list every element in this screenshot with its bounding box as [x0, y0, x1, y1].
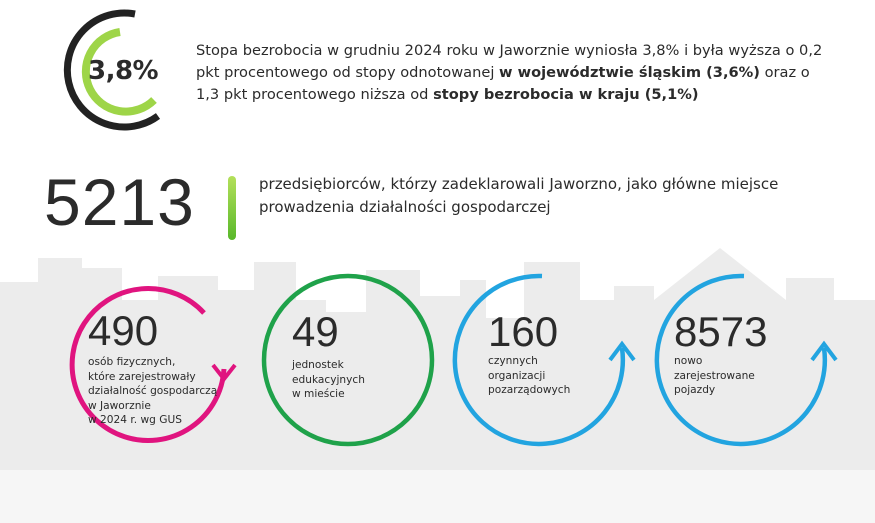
green-divider-bar [228, 176, 236, 240]
unemployment-rate-value: 3,8% [88, 56, 159, 86]
stat-description [488, 354, 618, 398]
entrepreneurs-count: 5213 [44, 165, 195, 239]
stat-circle-education [256, 268, 436, 448]
body-text: oraz o 1,3 pkt procentowego niższa od [196, 64, 810, 103]
stat-description [674, 354, 804, 398]
stat-description-line: pozarządowych [488, 384, 571, 397]
stat-number: 160 [488, 308, 559, 355]
stat-circle-vehicles [648, 268, 838, 448]
stat-circle-ngos [446, 268, 636, 448]
stat-circle-individuals [66, 273, 246, 453]
stat-description-line: organizacji [488, 369, 546, 382]
highlight-text: w województwie śląskim (3,6%) [499, 64, 760, 81]
stat-description-line: w mieście [292, 388, 345, 401]
stat-description-line: w Jaworznie [88, 399, 151, 412]
entrepreneurs-description: przedsiębiorców, którzy zadeklarowali Jaworzno, jako główne miejsce prowadzenia działalności gospodarczej [259, 175, 779, 216]
unemployment-description [196, 40, 836, 106]
highlight-text: stopy bezrobocia w kraju (5,1%) [433, 86, 699, 103]
stat-description-line: pojazdy [674, 384, 716, 397]
stat-number: 490 [88, 307, 159, 354]
stat-description-line: edukacyjnych [292, 373, 365, 386]
stat-number: 8573 [674, 308, 768, 355]
stat-number: 49 [292, 308, 339, 355]
stat-description-line: w 2024 r. wg GUS [88, 414, 182, 427]
stat-description [88, 355, 238, 428]
stat-description-line: zarejestrowane [674, 369, 755, 382]
stat-description-line: osób fizycznych, [88, 356, 176, 368]
stat-description-line: czynnych [488, 355, 538, 367]
stat-description-line: jednostek [292, 359, 344, 371]
body-text: Stopa bezrobocia w grudniu 2024 roku w Jaworznie wyniosła 3,8% i była wyższa o 0,2 pkt procentowego od stopy odnotowanej [196, 42, 823, 81]
stat-description-line: które zarejestrowały [88, 370, 196, 383]
stat-description [292, 358, 422, 402]
stat-description-line: działalność gospodarczą [88, 385, 218, 398]
stat-description-line: nowo [674, 355, 703, 367]
